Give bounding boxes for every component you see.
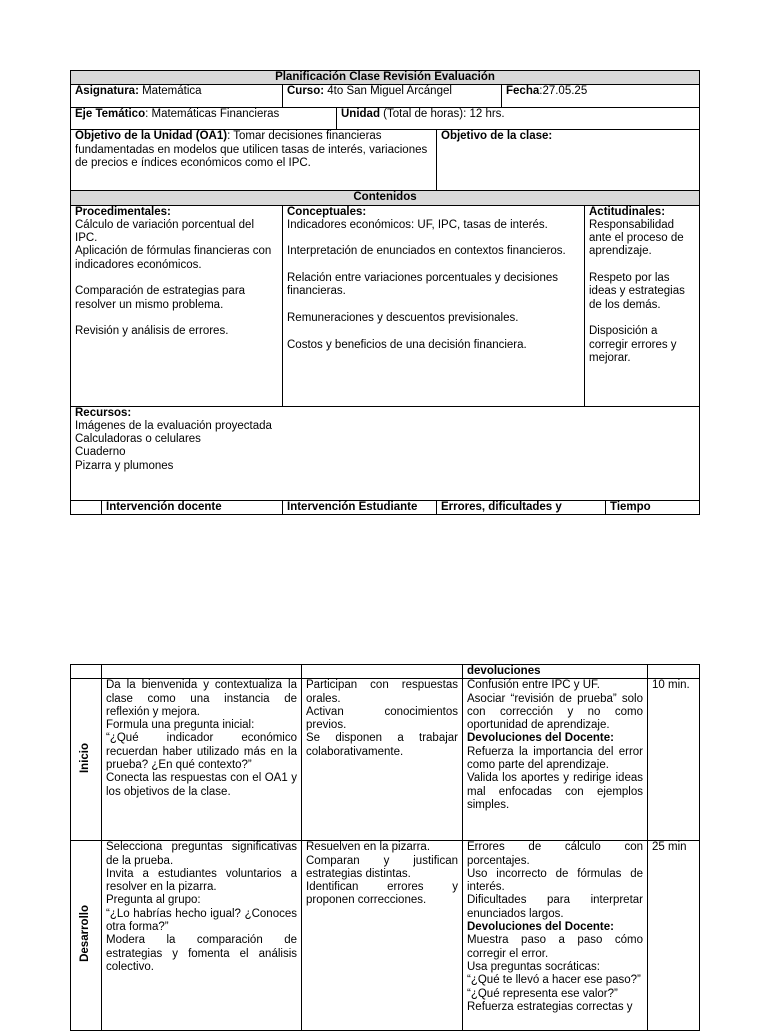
error-line: Dificultades para interpretar enunciados largos.: [467, 894, 643, 920]
conceptual-item: Costos y beneficios de una decisión financiera.: [287, 338, 527, 351]
docente-line: Da la bienvenida y contextualiza la clase como una instancia de reflexión y mejora.: [106, 679, 297, 718]
conceptuales-label: Conceptuales:: [287, 205, 367, 218]
actitudinal-item: Respeto por las ideas y estrategias de los demás.: [589, 272, 685, 311]
estudiante-line: Activan conocimientos previos.: [306, 705, 458, 732]
recurso-item: Cuaderno: [75, 446, 126, 459]
recursos-label: Recursos:: [75, 406, 132, 419]
blank-cell: [71, 665, 102, 679]
unidad-cell: [337, 108, 700, 130]
error-line: Asociar “revisión de prueba” solo con corrección y no como oportunidad de aprendizaje.: [467, 692, 643, 732]
asignatura-value: Matemática: [138, 85, 202, 98]
col-header-docente: Intervención docente: [102, 500, 283, 514]
asignatura-label: Asignatura:: [75, 85, 139, 98]
objetivo-clase-label: Objetivo de la clase:: [441, 130, 553, 143]
procedimental-item: Cálculo de variación porcentual del IPC.: [75, 218, 254, 245]
fecha-cell: [502, 85, 700, 108]
actitudinal-item: Disposición a corregir errores y mejorar.: [589, 325, 677, 364]
planning-table-page2: [70, 664, 700, 1031]
form-title: Planificación Clase Revisión Evaluación: [71, 71, 700, 85]
col-header-devoluciones: devoluciones: [463, 665, 648, 679]
devolucion-line: Refuerza estrategias correctas y: [467, 1000, 633, 1013]
col-header-tiempo: Tiempo: [606, 500, 700, 514]
docente-line: Invita a estudiantes voluntarios a resolver en la pizarra.: [106, 867, 297, 894]
estudiante-line: Resuelven en la pizarra.: [306, 841, 431, 854]
docente-line: Selecciona preguntas significativas de la prueba.: [106, 841, 297, 867]
actitudinales-cell: [585, 205, 700, 406]
devolucion-line: “¿Qué te llevó a hacer ese paso?”: [467, 974, 641, 987]
fecha-value: :27.05.25: [539, 85, 588, 98]
desarrollo-errores-cell: [463, 841, 648, 1031]
objetivo-unidad-cell: [71, 130, 437, 191]
recurso-item: Imágenes de la evaluación proyectada: [75, 419, 272, 432]
objetivo-unidad-value: : Tomar decisiones financieras fundamentadas en modelos que utilicen tasas de interés, variaciones de precios e índices económicos como el IPC.: [75, 130, 428, 169]
conceptual-item: Remuneraciones y descuentos previsionales.: [287, 311, 519, 324]
objetivo-clase-cell: [437, 130, 700, 191]
fecha-label: Fecha: [506, 85, 540, 98]
phase-inicio: [71, 679, 102, 841]
procedimental-item: Comparación de estrategias para resolver un mismo problema.: [75, 285, 246, 311]
desarrollo-tiempo-cell: 25 min: [648, 841, 700, 1031]
procedimentales-label: Procedimentales:: [75, 205, 171, 218]
docente-line: “¿Lo habrías hecho igual? ¿Conoces otra forma?”: [106, 907, 297, 934]
estudiante-line: Se disponen a trabajar colaborativamente.: [306, 732, 458, 758]
eje-value: : Matemáticas Financieras: [145, 108, 280, 121]
curso-label: Curso:: [287, 85, 325, 98]
phase-label: Desarrollo: [79, 905, 92, 963]
devoluciones-label: Devoluciones del Docente:: [467, 921, 614, 934]
docente-line: Formula una pregunta inicial:: [106, 719, 255, 732]
desarrollo-estudiante-cell: [302, 841, 463, 1031]
inicio-docente-cell: [102, 679, 302, 841]
estudiante-line: Identifican errores y proponen correcciones.: [306, 881, 458, 907]
phase-desarrollo: [71, 841, 102, 1031]
conceptual-item: Relación entre variaciones porcentuales y decisiones financieras.: [287, 272, 559, 298]
blank-header-cell: [71, 500, 102, 514]
procedimental-item: Aplicación de fórmulas financieras con indicadores económicos.: [75, 245, 272, 271]
devolucion-line: “¿Qué representa ese valor?”: [467, 987, 618, 1000]
curso-cell: [283, 85, 502, 108]
unidad-value: (Total de horas): 12 hrs.: [379, 108, 505, 121]
error-line: Errores de cálculo con porcentajes.: [467, 841, 643, 867]
blank-cell: [648, 665, 700, 679]
recurso-item: Pizarra y plumones: [75, 459, 174, 472]
col-header-errores: Errores, dificultades y: [437, 500, 606, 514]
curso-value: 4to San Miguel Arcángel: [324, 85, 452, 98]
procedimentales-cell: [71, 205, 283, 406]
actitudinal-item: Responsabilidad ante el proceso de aprendizaje.: [589, 218, 684, 258]
eje-label: Eje Temático: [75, 108, 146, 121]
blank-cell: [102, 665, 302, 679]
inicio-errores-cell: [463, 679, 648, 841]
docente-line: Pregunta al grupo:: [106, 894, 201, 907]
recurso-item: Calculadoras o celulares: [75, 433, 201, 446]
col-header-estudiante: Intervención Estudiante: [283, 500, 437, 514]
docente-line: “¿Qué indicador económico recuerdan haber utilizado más en la prueba? ¿En qué contexto?”: [106, 732, 297, 772]
devoluciones-label: Devoluciones del Docente:: [467, 732, 614, 745]
conceptual-item: Interpretación de enunciados en contextos financieros.: [287, 245, 566, 258]
inicio-tiempo-cell: 10 min.: [648, 679, 700, 841]
planning-table-page1: [70, 70, 700, 515]
error-line: Confusión entre IPC y UF.: [467, 679, 600, 692]
unidad-label: Unidad: [341, 108, 380, 121]
devolucion-line: Muestra paso a paso cómo corregir el error.: [467, 934, 643, 960]
inicio-estudiante-cell: [302, 679, 463, 841]
phase-label: Inicio: [79, 742, 92, 773]
devolucion-line: Refuerza la importancia del error como parte del aprendizaje.: [467, 745, 643, 772]
devolucion-line: Usa preguntas socráticas:: [467, 960, 600, 973]
procedimental-item: Revisión y análisis de errores.: [75, 325, 229, 338]
actitudinales-label: Actitudinales:: [589, 205, 666, 218]
devolucion-line: Valida los aportes y redirige ideas mal enfocadas con ejemplos simples.: [467, 772, 643, 811]
error-line: Uso incorrecto de fórmulas de interés.: [467, 867, 643, 894]
recursos-cell: [71, 406, 700, 500]
objetivo-unidad-label: Objetivo de la Unidad (OA1): [75, 130, 228, 143]
blank-cell: [302, 665, 463, 679]
eje-cell: [71, 108, 337, 130]
estudiante-line: Comparan y justifican estrategias distintas.: [306, 854, 458, 880]
conceptual-item: Indicadores económicos: UF, IPC, tasas de interés.: [287, 218, 548, 231]
docente-line: Conecta las respuestas con el OA1 y los objetivos de la clase.: [106, 772, 297, 798]
contenidos-header: Contenidos: [71, 191, 700, 205]
conceptuales-cell: [283, 205, 585, 406]
desarrollo-docente-cell: [102, 841, 302, 1031]
docente-line: Modera la comparación de estrategias y fomenta el análisis colectivo.: [106, 934, 297, 973]
asignatura-cell: [71, 85, 283, 108]
estudiante-line: Participan con respuestas orales.: [306, 679, 458, 705]
